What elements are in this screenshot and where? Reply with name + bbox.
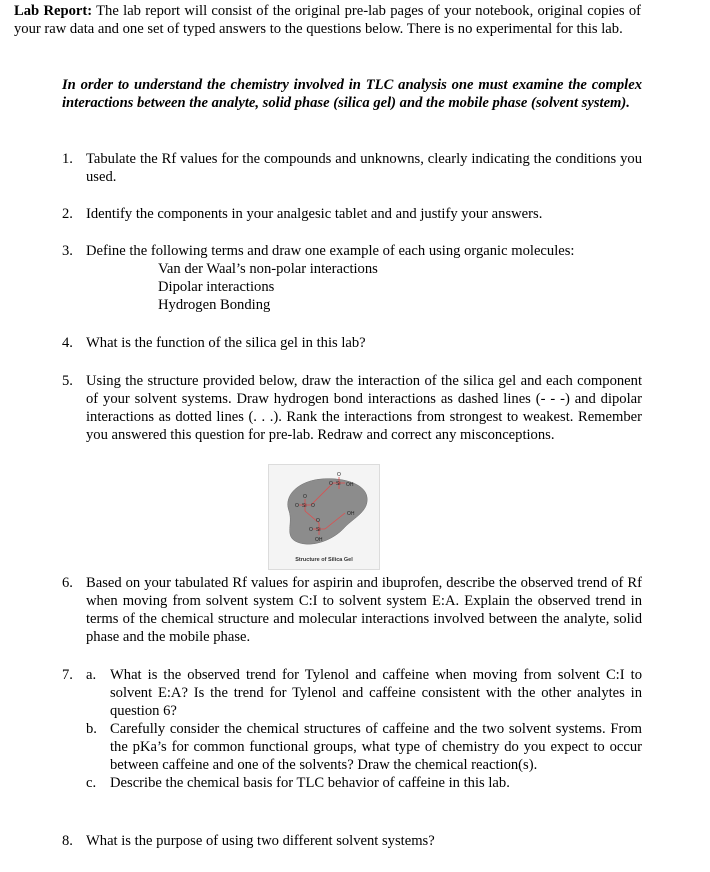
question-number: 4. — [62, 335, 73, 351]
silicon-label: Si — [316, 527, 321, 533]
question-text: Define the following terms and draw one example of each using organic molecules: — [86, 243, 575, 259]
question-1 — [62, 150, 642, 186]
question-text: Tabulate the Rf values for the compounds and unknowns, clearly indicating the conditions you used. — [86, 151, 642, 185]
subquestion-text: Describe the chemical basis for TLC behavior of caffeine in this lab. — [110, 775, 510, 791]
intro-heading: Lab Report: — [14, 3, 93, 19]
question-3 — [62, 242, 642, 314]
question-4 — [62, 334, 642, 352]
silica-gel-figure — [268, 464, 380, 570]
question-text: What is the function of the silica gel in this lab? — [86, 335, 366, 351]
oxygen-label: O — [311, 503, 315, 509]
question-text: What is the purpose of using two different solvent systems? — [86, 833, 435, 849]
question-text: Identify the components in your analgesic tablet and and justify your answers. — [86, 206, 543, 222]
question-number: 3. — [62, 243, 73, 259]
oxygen-label: O — [303, 494, 307, 500]
subquestion-a — [86, 666, 642, 720]
question-number: 1. — [62, 151, 73, 167]
subquestion-c — [86, 774, 642, 792]
term-list — [158, 260, 642, 314]
lead-statement: In order to understand the chemistry involved in TLC analysis one must examine the complex interactions between the analyte, solid phase (silica gel) and the mobile phase (solvent system). — [62, 77, 642, 111]
question-7 — [62, 666, 642, 792]
term-item: Hydrogen Bonding — [158, 297, 271, 313]
term-item: Dipolar interactions — [158, 279, 275, 295]
subquestion-text: What is the observed trend for Tylenol and caffeine when moving from solvent C:I to solvent E:A? Is the trend for Tylenol and caffeine consistent with the other analytes in question 6? — [110, 667, 642, 719]
hydroxyl-label: OH — [315, 537, 323, 543]
subquestion-letter: b. — [86, 721, 97, 737]
question-number: 6. — [62, 575, 73, 591]
intro-paragraph — [14, 2, 641, 38]
question-number: 5. — [62, 373, 73, 389]
question-2 — [62, 205, 642, 223]
oxygen-label: O — [295, 503, 299, 509]
subquestion-letter: c. — [86, 775, 97, 791]
question-5 — [62, 372, 642, 444]
hydroxyl-label: OH — [346, 482, 354, 488]
intro-text: The lab report will consist of the original pre-lab pages of your notebook, original copies of your raw data and one set of typed answers to the questions below. There is no experimental for this lab. — [14, 3, 641, 37]
subquestion-letter: a. — [86, 667, 97, 683]
oxygen-label: O — [316, 518, 320, 524]
subquestion-text: Carefully consider the chemical structures of caffeine and the two solvent systems. From the pKa’s for common functional groups, what type of chemistry do you expect to occur between caffeine and one of the solvents? Draw the chemical reaction(s). — [110, 721, 642, 773]
oxygen-label: O — [309, 527, 313, 533]
silicon-label: Si — [302, 503, 307, 509]
term-item: Van der Waal’s non-polar interactions — [158, 261, 378, 277]
hydroxyl-label: OH — [347, 511, 355, 517]
oxygen-label: O — [337, 472, 341, 478]
question-8 — [62, 832, 642, 850]
question-number: 7. — [62, 667, 73, 683]
silicon-label: Si — [336, 481, 341, 487]
subquestion-b — [86, 720, 642, 774]
question-text: Based on your tabulated Rf values for aspirin and ibuprofen, describe the observed trend of Rf when moving from solvent system C:I to solvent system E:A. Explain the observed trend in terms of the chemical structure and molecular interactions involved between the analyte, solid phase and the mobile phase. — [86, 575, 642, 645]
oxygen-label: O — [329, 481, 333, 487]
figure-caption: Structure of Silica Gel — [295, 557, 353, 563]
question-number: 2. — [62, 206, 73, 222]
question-number: 8. — [62, 833, 73, 849]
silica-gel-structure-illustration — [269, 465, 379, 557]
question-text: Using the structure provided below, draw the interaction of the silica gel and each component of your solvent systems. Draw hydrogen bond interactions as dashed lines (- - -) and dipolar interactions as dotted lines (. . .). Rank the interactions from strongest to weakest. Remember you answered this question for pre-lab. Redraw and correct any misconceptions. — [86, 373, 642, 443]
question-6 — [62, 574, 642, 646]
